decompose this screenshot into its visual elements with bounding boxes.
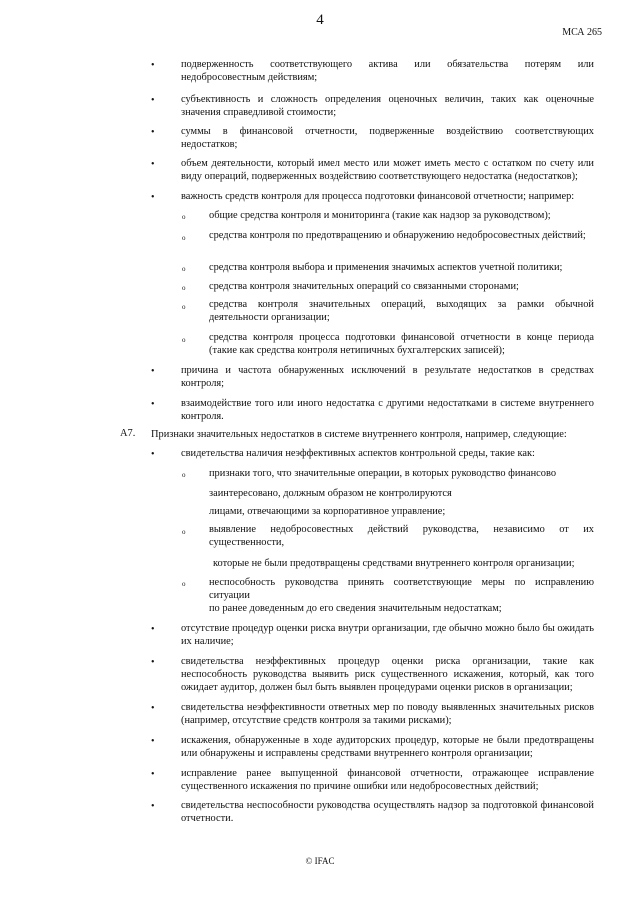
bullet-icon: • [151, 736, 155, 747]
sub-list-item: неспособность руководства принять соответствующие меры по исправлению ситуации [209, 577, 594, 601]
list-item: объем деятельности, который имел место или может иметь место с остатком по счету или виду операций, подверженных воздействию соответствующего недостатка (недостатков); [181, 158, 594, 182]
bullet-icon: • [151, 366, 155, 377]
circle-bullet-icon: o [182, 471, 186, 479]
bullet-icon: • [151, 192, 155, 203]
sub-list-item: средства контроля значительных операций, выходящих за рамки обычной деятельности организации; [209, 299, 594, 323]
sub-list-continuation: по ранее доведенным до его сведения значительным недостаткам; [209, 603, 502, 614]
list-item: отсутствие процедур оценки риска внутри организации, где обычно можно было бы ожидать их наличие; [181, 623, 594, 647]
bullet-icon: • [151, 703, 155, 714]
circle-bullet-icon: o [182, 580, 186, 588]
circle-bullet-icon: o [182, 336, 186, 344]
list-item: важность средств контроля для процесса подготовки финансовой отчетности; например: [181, 191, 575, 202]
circle-bullet-icon: o [182, 528, 186, 536]
bullet-icon: • [151, 624, 155, 635]
section-label: A7. [120, 428, 136, 439]
circle-bullet-icon: o [182, 234, 186, 242]
sub-list-item: общие средства контроля и мониторинга (такие как надзор за руководством); [209, 210, 551, 221]
circle-bullet-icon: o [182, 284, 186, 292]
bullet-icon: • [151, 769, 155, 780]
list-item: искажения, обнаруженные в ходе аудиторских процедур, которые не были предотвращены или обнаружены и исправлены средствами внутреннего контроля организации; [181, 735, 594, 759]
bullet-icon: • [151, 657, 155, 668]
bullet-icon: • [151, 127, 155, 138]
document-code: МСА 265 [562, 27, 602, 38]
sub-list-continuation: которые не были предотвращены средствами внутреннего контроля организации; [213, 558, 575, 569]
list-item: суммы в финансовой отчетности, подверженные воздействию соответствующих недостатков; [181, 126, 594, 150]
sub-list-item: признаки того, что значительные операции, в которых руководство финансово [209, 468, 557, 479]
sub-list-item: средства контроля выбора и применения значимых аспектов учетной политики; [209, 262, 563, 273]
bullet-icon: • [151, 159, 155, 170]
list-item: подверженность соответствующего актива или обязательства потерям или недобросовестным действиям; [181, 59, 594, 83]
bullet-icon: • [151, 95, 155, 106]
sub-list-continuation: заинтересовано, должным образом не контролируются [209, 488, 452, 499]
bullet-icon: • [151, 399, 155, 410]
section-intro: Признаки значительных недостатков в системе внутреннего контроля, например, следующие: [151, 429, 567, 440]
list-item: свидетельства неэффективности ответных мер по поводу выявленных значительных рисков (например, отсутствие средств контроля за такими рисками); [181, 702, 594, 726]
list-item: свидетельства неэффективных процедур оценки риска организации, такие как неспособность руководства выявить риск существенного искажения, который, как того ожидает аудитор, должен был быть выявлен процедурами оценки рисков в организации; [181, 656, 594, 693]
circle-bullet-icon: o [182, 265, 186, 273]
page-number: 4 [316, 12, 324, 28]
bullet-icon: • [151, 449, 155, 460]
list-item: причина и частота обнаруженных исключений в результате недостатков в средствах контроля; [181, 365, 594, 389]
list-item: свидетельства наличия неэффективных аспектов контрольной среды, такие как: [181, 448, 535, 459]
list-item: исправление ранее выпущенной финансовой отчетности, отражающее исправление существенного искажения по причине ошибки или недобросовестных действий; [181, 768, 594, 792]
sub-list-item: выявление недобросовестных действий руководства, независимо от их существенности, [209, 524, 594, 548]
sub-list-item: средства контроля процесса подготовки финансовой отчетности в конце периода (такие как средства контроля нетипичных бухгалтерских записей); [209, 332, 594, 356]
bullet-icon: • [151, 60, 155, 71]
list-item: взаимодействие того или иного недостатка с другими недостатками в системе внутреннего контроля. [181, 398, 594, 422]
sub-list-item: средства контроля значительных операций со связанными сторонами; [209, 281, 519, 292]
sub-list-continuation: лицами, отвечающими за корпоративное управление; [209, 506, 446, 517]
list-item: свидетельства неспособности руководства осуществлять надзор за подготовкой финансовой отчетности. [181, 800, 594, 824]
footer-copyright: © IFAC [305, 856, 335, 866]
bullet-icon: • [151, 801, 155, 812]
list-item: субъективность и сложность определения оценочных величин, таких как оценочные значения справедливой стоимости; [181, 94, 594, 118]
circle-bullet-icon: o [182, 303, 186, 311]
sub-list-item: средства контроля по предотвращению и обнаружению недобросовестных действий; [209, 230, 586, 241]
circle-bullet-icon: o [182, 213, 186, 221]
